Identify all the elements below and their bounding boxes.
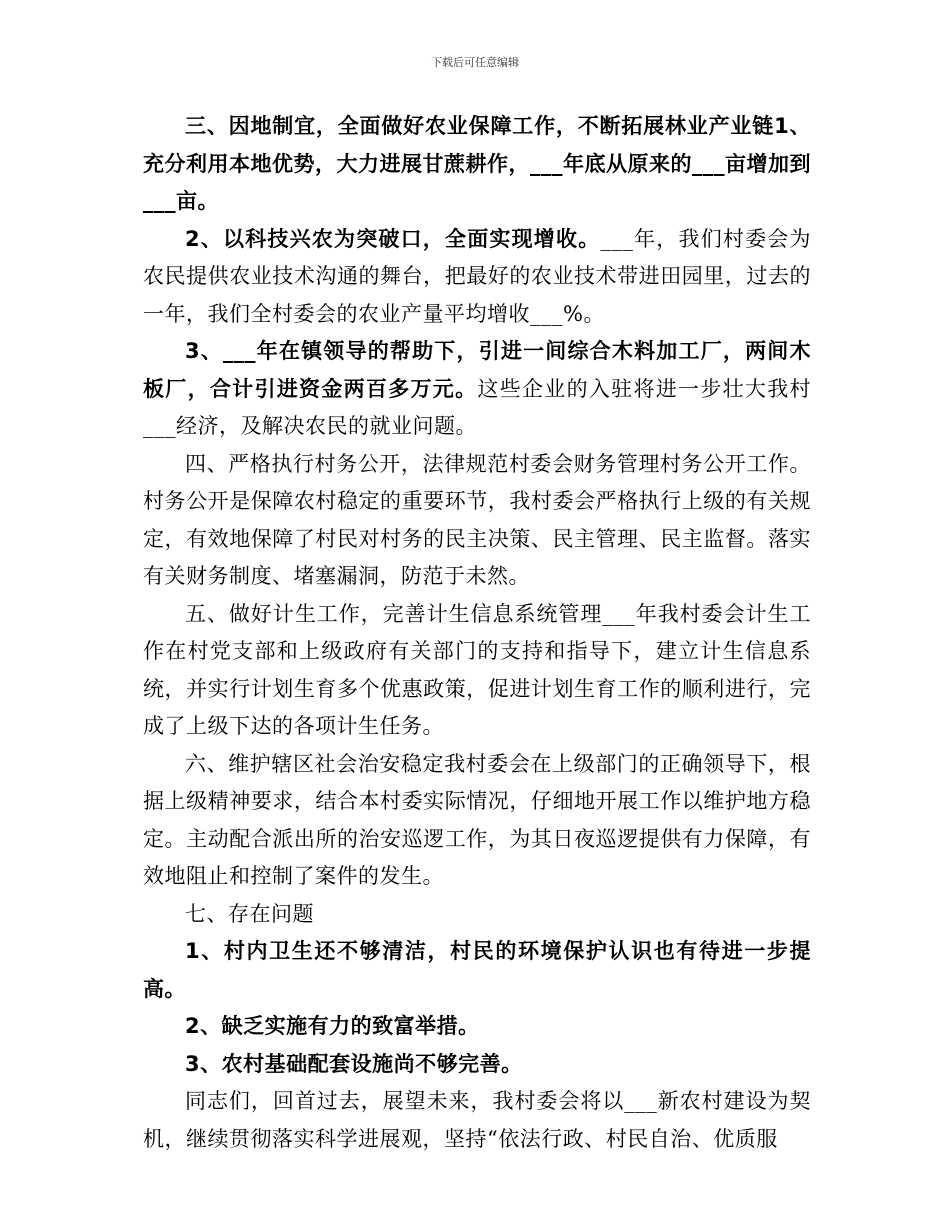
problem-item-3 xyxy=(143,1046,811,1084)
paragraph-investment xyxy=(143,333,811,446)
paragraph-bold-text: 2、以科技兴农为突破口，全面实现增收。 xyxy=(185,226,601,251)
paragraph-agriculture xyxy=(143,108,811,221)
paragraph-bold-text: 三、因地制宜，全面做好农业保障工作，不断拓展林业产业链1、充分利用本地优势，大力进展甘蔗耕作，___年底从原来的___亩增加到___亩。 xyxy=(143,114,811,213)
problem-item-1 xyxy=(143,933,811,1008)
paragraph-family-planning xyxy=(143,596,811,746)
page-header: 下载后可任意编辑 xyxy=(431,56,519,69)
document-body xyxy=(143,108,811,1158)
paragraph-text: 这些企业的入驻将进一步壮大我村___经济，及解决农民的就业问题。 xyxy=(143,376,812,438)
paragraph-public-security xyxy=(143,746,811,896)
paragraph-text: 六、维护辖区社会治安稳定我村委会在上级部门的正确领导下，根据上级精神要求，结合本村委实际情况，仔细地开展工作以维护地方稳定。主动配合派出所的治安巡逻工作，为其日夜巡逻提供有力保障，有效地阻止和控制了案件的发生。 xyxy=(143,751,811,888)
paragraph-text: 四、严格执行村务公开，法律规范村委会财务管理村务公开工作。村务公开是保障农村稳定的重要环节，我村委会严格执行上级的有关规定，有效地保障了村民对村务的民主决策、民主管理、民主监督。落实有关财务制度、堵塞漏洞，防范于未然。 xyxy=(143,451,811,588)
paragraph-tech-income xyxy=(143,221,811,334)
paragraph-bold-text: 2、缺乏实施有力的致富举措。 xyxy=(185,1014,480,1038)
paragraph-bold-text: 3、___年在镇领导的帮助下，引进一间综合木料加工厂，两间木板厂，合计引进资金两百多万元。 xyxy=(143,339,811,401)
paragraph-village-affairs xyxy=(143,446,811,596)
paragraph-bold-text: 1、村内卫生还不够清洁，村民的环境保护认识也有待进一步提高。 xyxy=(143,939,811,1001)
paragraph-text: 同志们，回首过去，展望未来，我村委会将以___新农村建设为契机，继续贯彻落实科学进展观，坚持“依法行政、村民自治、优质服 xyxy=(143,1089,811,1151)
paragraph-conclusion xyxy=(143,1083,811,1158)
section-heading-problems xyxy=(143,896,811,934)
paragraph-text: ___年，我们村委会为农民提供农业技术沟通的舞台，把最好的农业技术带进田园里，过去的一年，我们全村委会的农业产量平均增收___%。 xyxy=(143,226,811,326)
paragraph-text: 七、存在问题 xyxy=(185,901,314,926)
paragraph-bold-text: 3、农村基础配套设施尚不够完善。 xyxy=(185,1051,523,1076)
problem-item-2 xyxy=(143,1008,811,1046)
paragraph-text: 五、做好计生工作，完善计生信息系统管理___年我村委会计生工作在村党支部和上级政府有关部门的支持和指导下，建立计生信息系统，并实行计划生育多个优惠政策，促进计划生育工作的顺利进行，完成了上级下达的各项计生任务。 xyxy=(143,601,811,738)
